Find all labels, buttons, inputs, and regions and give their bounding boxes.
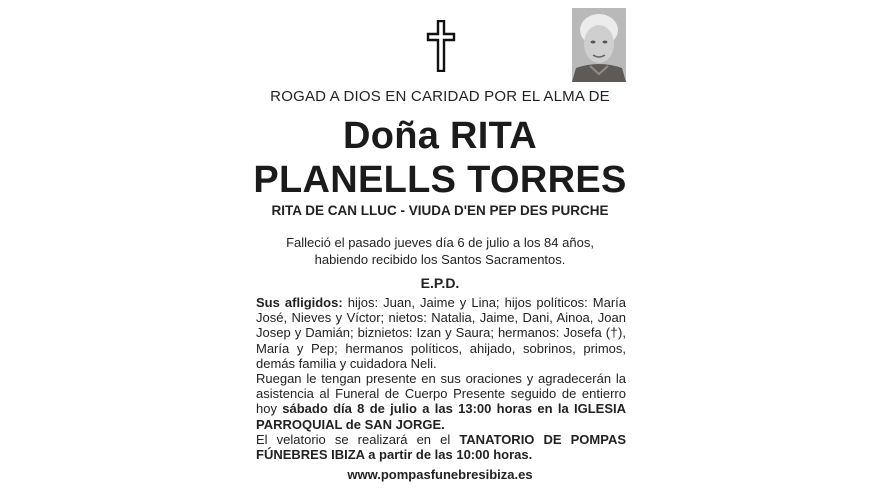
deceased-name: [240, 114, 640, 202]
wake-location: TANATORIO DE POMPAS FÚNEBRES IBIZA a partir de las 10:00 horas.: [256, 431, 627, 463]
mourners-paragraph: [256, 295, 626, 371]
death-details-line2: habiendo recibido los Santos Sacramentos.: [314, 252, 566, 267]
latin-cross-icon: [426, 20, 456, 72]
prayer-heading: ROGAD A DIOS EN CARIDAD POR EL ALMA DE: [270, 88, 610, 105]
deceased-alias: RITA DE CAN LLUC - VIUDA D'EN PEP DES PURCHE: [271, 203, 609, 218]
notice-body: [256, 295, 626, 462]
website-link[interactable]: www.pompasfunebresibiza.es: [347, 467, 533, 482]
deceased-name-line1: Doña RITA: [342, 115, 538, 157]
funeral-paragraph: [256, 371, 626, 432]
mourners-list: hijos: Juan, Jaime y Lina; hijos políticos: María José, Nieves y Víctor; nietos: Natalia, Jaime, Dani, Ainoa, Joan Josep y Damián; biznietos: Izan y Saura; hermanos: Josefa (†), María y Pep; hermanos políticos, ahijado, sobrinos, primos, demás familia y cuidadora Neli.: [256, 295, 626, 371]
portrait-photo: [572, 8, 626, 82]
epd-label: E.P.D.: [420, 275, 460, 291]
wake-paragraph: [256, 432, 626, 462]
funeral-time-place: sábado día 8 de julio a las 13:00 horas en la IGLESIA PARROQUIAL de SAN JORGE.: [256, 401, 626, 432]
funeral-text: Ruegan le tengan presente en sus oraciones y agradecerán la asistencia al Funeral de Cuerpo Presente seguido de entierro hoy: [256, 371, 626, 417]
mourners-label: Sus afligidos:: [256, 295, 343, 310]
obituary-notice: [240, 0, 640, 495]
death-details-line1: Falleció el pasado jueves día 6 de julio a los 84 años,: [286, 235, 594, 250]
deceased-name-line2: PLANELLS TORRES: [253, 159, 627, 201]
wake-text: El velatorio se realizará en el: [256, 431, 460, 447]
death-details: [260, 234, 620, 268]
